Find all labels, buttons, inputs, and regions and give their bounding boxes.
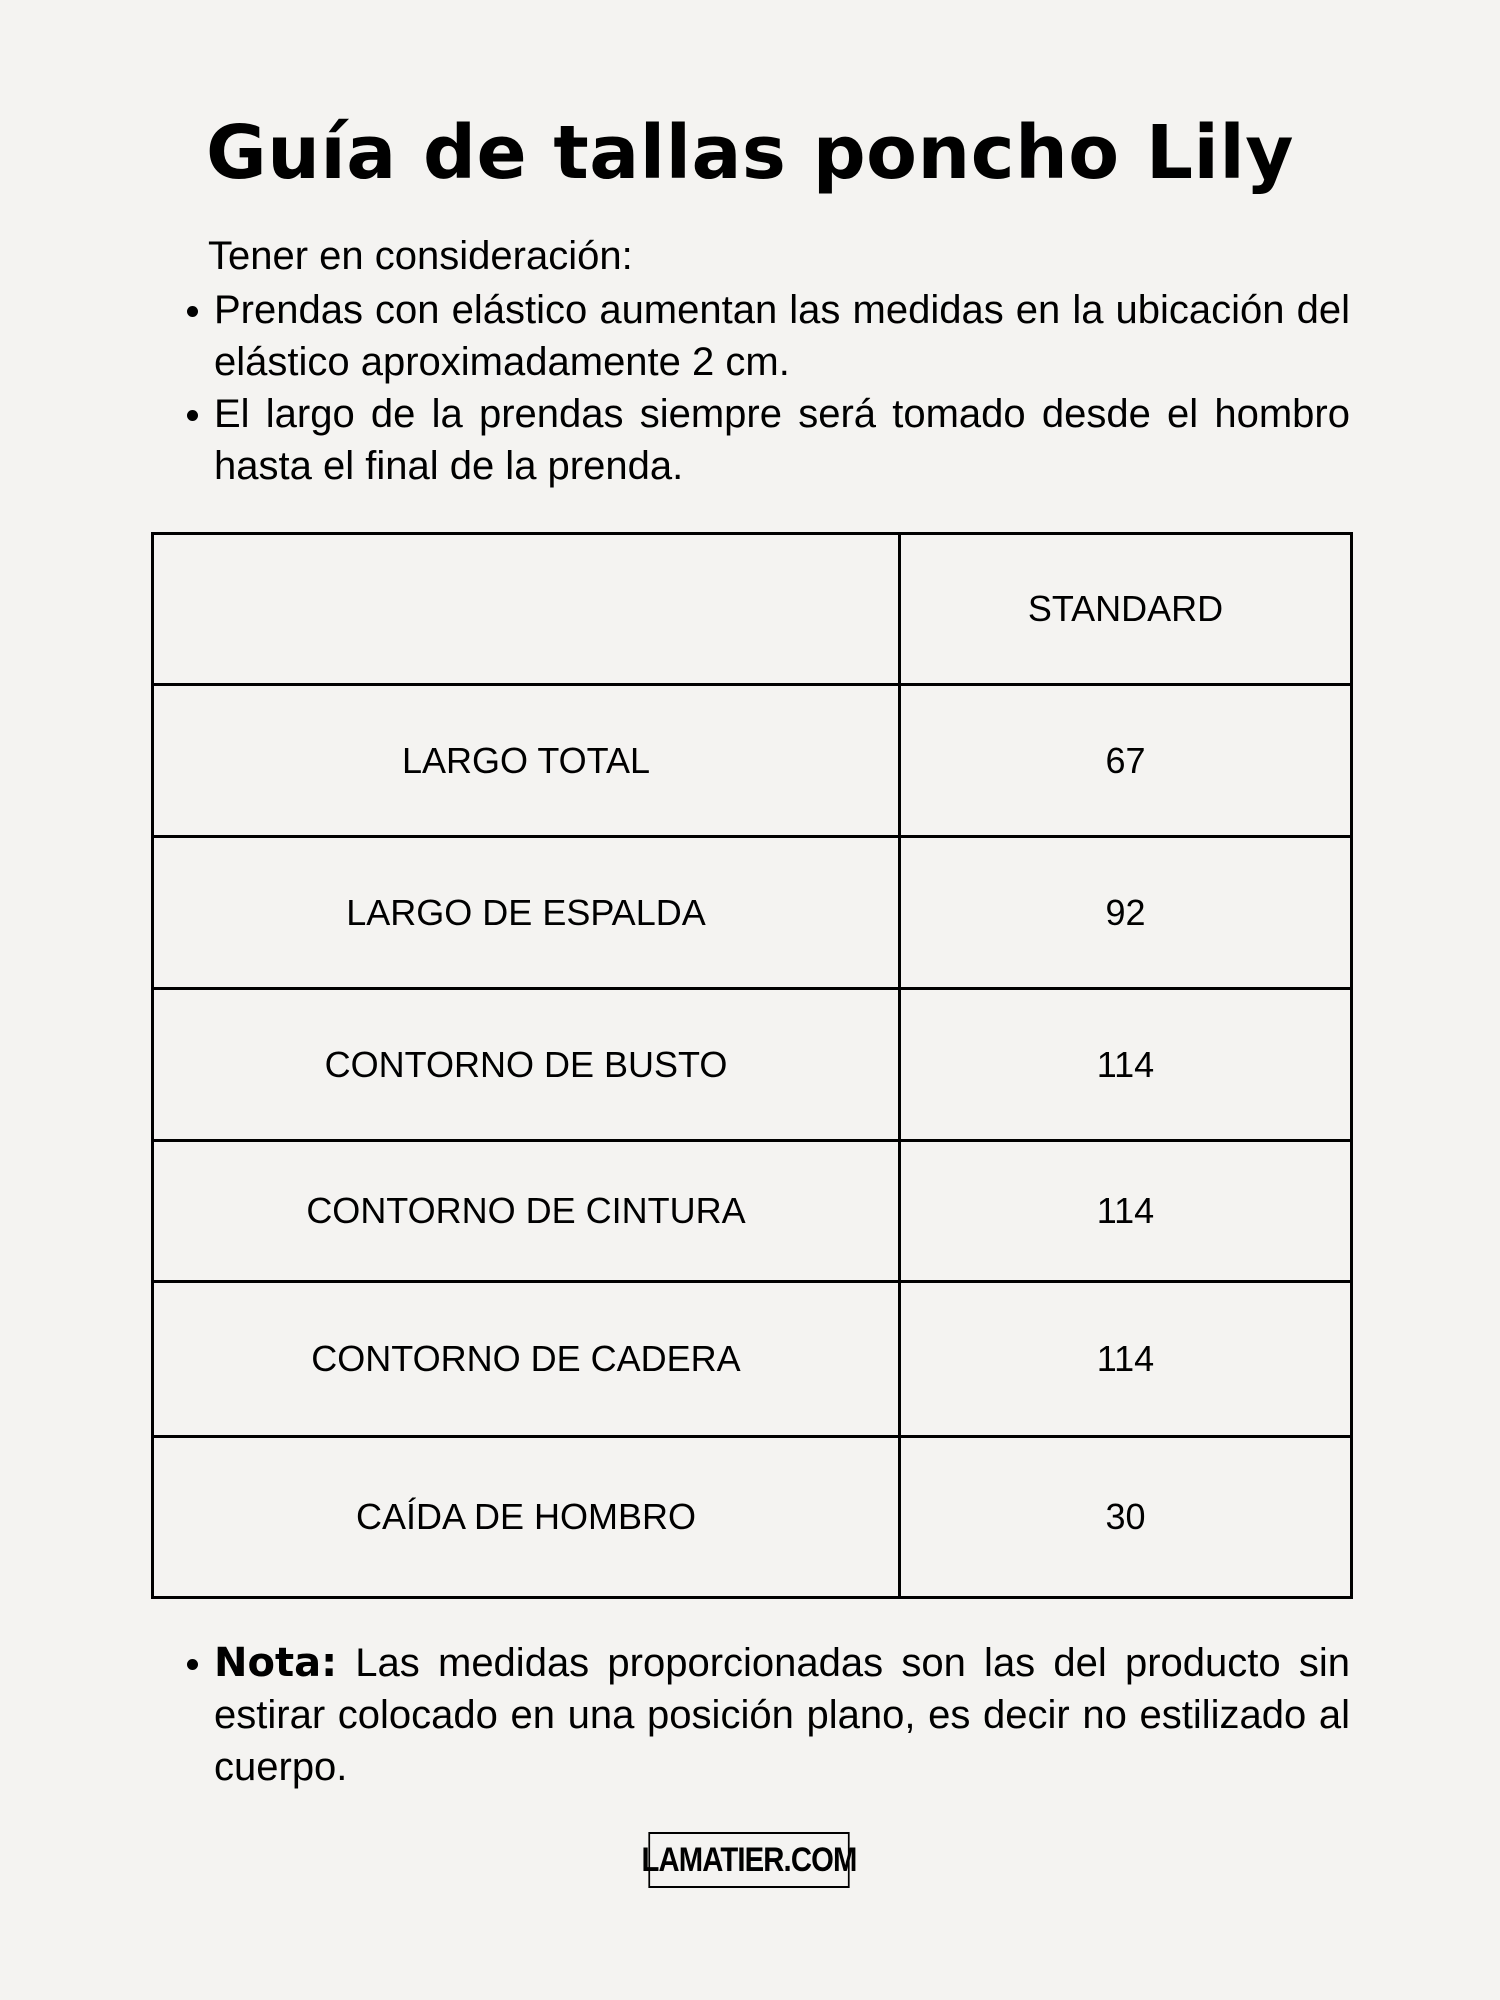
measure-label: CAÍDA DE HOMBRO [153,1437,900,1598]
considerations-intro: Tener en consideración: [208,234,633,278]
table-header-size: STANDARD [900,534,1352,685]
note-list [214,1637,1350,1793]
table-row [153,837,1352,989]
table-row [153,1141,1352,1282]
table-row [153,989,1352,1141]
list-item: Prendas con elástico aumentan las medidas en la ubicación del elástico aproximadamente 2 cm. [214,284,1350,388]
measure-value: 30 [900,1437,1352,1598]
measure-label: CONTORNO DE BUSTO [153,989,900,1141]
measure-label: LARGO TOTAL [153,685,900,837]
table-row [153,685,1352,837]
table-header-row [153,534,1352,685]
measure-label: CONTORNO DE CINTURA [153,1141,900,1282]
considerations-list [214,284,1350,492]
list-item: El largo de la prendas siempre será tomado desde el hombro hasta el final de la prenda. [214,388,1350,492]
table-header-cell-empty [153,534,900,685]
measure-value: 114 [900,1141,1352,1282]
website-link[interactable]: LAMATIER.COM [648,1832,849,1888]
note-label: Nota: [214,1640,338,1686]
measure-value: 92 [900,837,1352,989]
measure-label: CONTORNO DE CADERA [153,1282,900,1437]
page-title: Guía de tallas poncho Lily [206,110,1294,196]
measure-value: 114 [900,989,1352,1141]
measure-value: 67 [900,685,1352,837]
measure-value: 114 [900,1282,1352,1437]
note-item [214,1637,1350,1793]
size-table [151,532,1353,1599]
table-row [153,1282,1352,1437]
note-text: Las medidas proporcionadas son las del producto sin estirar colocado en una posición plano, es decir no estilizado al cuerpo. [214,1641,1350,1789]
measure-label: LARGO DE ESPALDA [153,837,900,989]
table-row [153,1437,1352,1598]
